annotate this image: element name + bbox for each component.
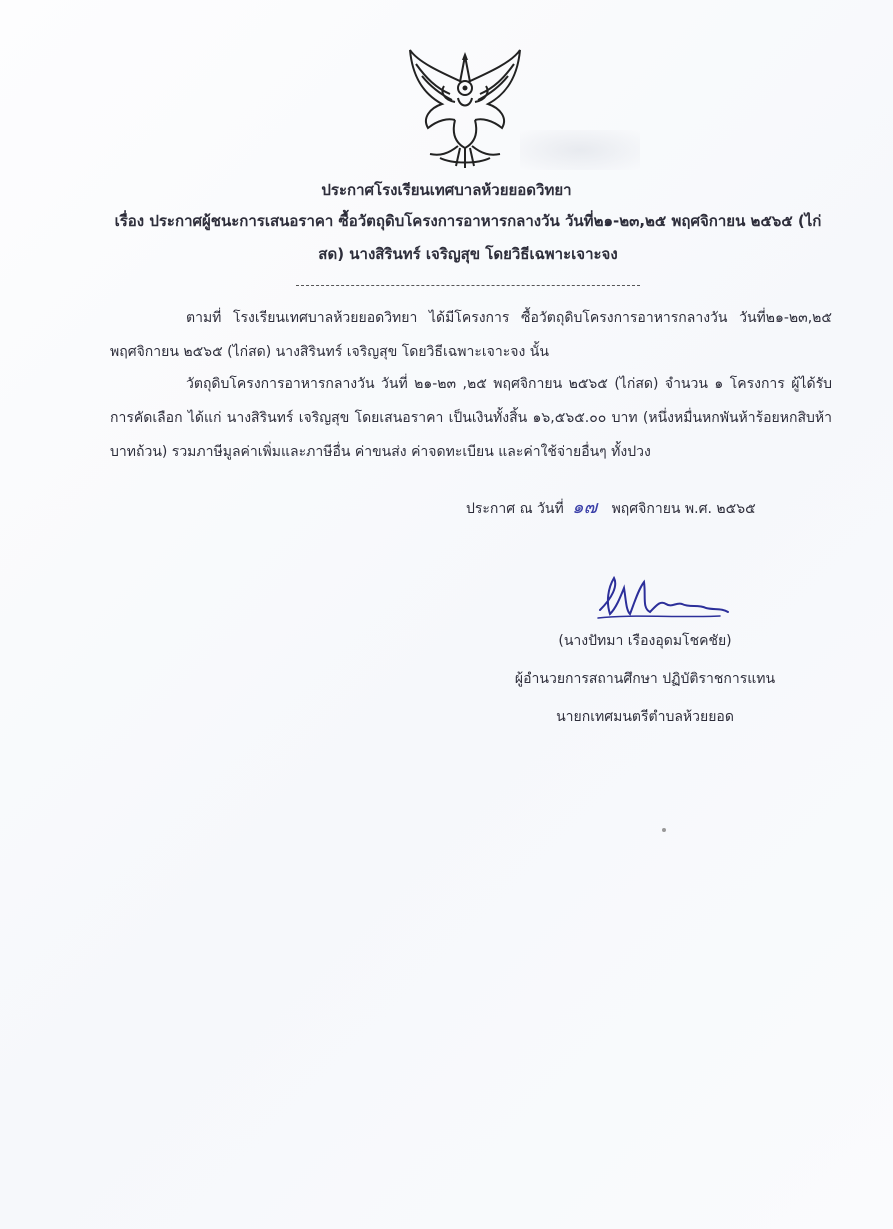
signature-image	[590, 568, 740, 628]
body-paragraph-1: ตามที่ โรงเรียนเทศบาลห้วยยอดวิทยา ได้มีโครงการ ซื้อวัตถุดิบโครงการอาหารกลางวัน วันที่๒๑-๒๓,๒๕ พฤศจิกายน ๒๕๖๕ (ไก่สด) นางสิรินทร์ เจริญสุข โดยวิธีเฉพาะเจาะจง นั้น	[110, 310, 832, 360]
garuda-emblem-icon	[400, 42, 530, 172]
divider	[296, 285, 640, 286]
body-paragraph-2: วัตถุดิบโครงการอาหารกลางวัน วันที่ ๒๑-๒๓ ,๒๕ พฤศจิกายน ๒๕๖๕ (ไก่สด) จำนวน ๑ โครงการ ผู้ได้รับการคัดเลือก ได้แก่ นางสิรินทร์ เจริญสุข โดยเสนอราคา เป็นเงินทั้งสิ้น ๑๖,๕๖๕.๐๐ บาท (หนึ่งหมื่นหกพันห้าร้อยหกสิบห้าบาทถ้วน) รวมภาษีมูลค่าเพิ่มและภาษีอื่น ค่าขนส่ง ค่าจดทะเบียน และค่าใช้จ่ายอื่นๆ ทั้งปวง	[110, 376, 832, 460]
signer-name: (นางปัทมา เรืองอุดมโชคชัย)	[558, 633, 732, 649]
signer-position: ผู้อำนวยการสถานศึกษา ปฏิบัติราชการแทน	[514, 671, 776, 687]
announcement-date-line	[466, 492, 756, 521]
signer-on-behalf: นายกเทศมนตรีตำบลห้วยยอด	[556, 709, 734, 725]
document-subject: เรื่อง ประกาศผู้ชนะการเสนอราคา ซื้อวัตถุดิบโครงการอาหารกลางวัน วันที่๒๑-๒๓,๒๕ พฤศจิกายน ๒๕๖๕ (ไก่สด) นางสิรินทร์ เจริญสุข โดยวิธีเฉพาะเจาะจง	[114, 212, 822, 263]
announce-prefix: ประกาศ ณ วันที่	[466, 501, 564, 517]
scan-smudge	[520, 130, 640, 170]
announce-suffix: พฤศจิกายน พ.ศ. ๒๕๖๕	[611, 501, 756, 517]
document-title: ประกาศโรงเรียนเทศบาลห้วยยอดวิทยา	[321, 181, 572, 199]
scan-speck	[662, 828, 666, 832]
announce-day-handwritten: ๑๗	[572, 497, 598, 518]
